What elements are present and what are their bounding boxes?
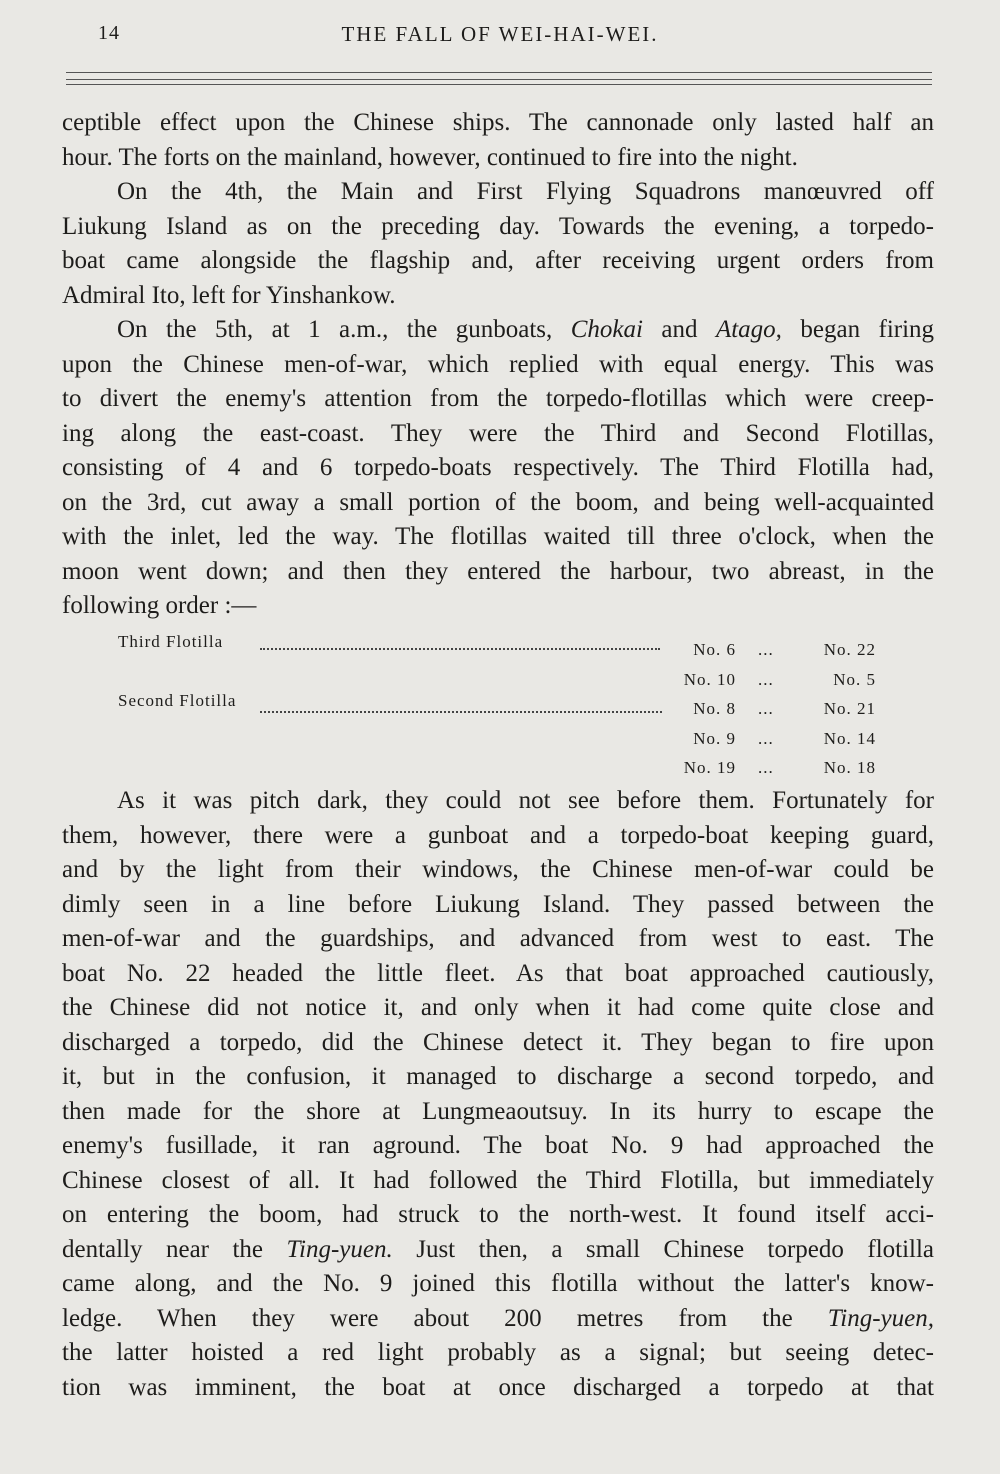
text-block-top (62, 106, 934, 624)
boat-number: No. 9 (693, 728, 736, 748)
running-title: THE FALL OF WEI-HAI-WEI. (341, 22, 659, 46)
dot-leader (260, 707, 662, 713)
header-rule (66, 79, 932, 80)
text-line (62, 1233, 934, 1268)
text-line: to divert the enemy's attention from the torpedo-flotillas which were creep- (62, 385, 934, 412)
boat-number: No. 6 (693, 640, 736, 659)
boat-number: No. 21 (823, 699, 876, 718)
boat-number: No. 10 (683, 669, 736, 689)
dot-leader (260, 644, 660, 650)
text-line: men-of-war and the guardships, and advanced from west to east. The (62, 925, 934, 952)
text-line: hour. The forts on the mainland, however, continued to fire into the night. (62, 143, 798, 171)
text-line: discharged a torpedo, did the Chinese detect it. They began to fire upon (62, 1028, 934, 1056)
table-row (118, 748, 878, 778)
text-line: ing along the east-coast. They were the Third and Second Flotillas, (62, 419, 934, 447)
text-line: with the inlet, led the way. The flotillas waited till three o'clock, when the (62, 523, 934, 550)
text-line: Liukung Island as on the preceding day. Towards the evening, a torpedo- (62, 212, 934, 240)
text-line: enemy's fusillade, it ran aground. The boat No. 9 had approached the (62, 1132, 934, 1159)
text-line: upon the Chinese men-of-war, which replied with equal energy. This was (62, 350, 934, 378)
text-span: Just then, a small Chinese torpedo flotilla (416, 1235, 935, 1263)
text-span: ledge. When they were about 200 metres from the (62, 1304, 793, 1332)
text-line: then made for the shore at Lungmeaoutsuy. In its hurry to escape the (62, 1097, 934, 1125)
text-line (62, 313, 934, 348)
text-line: on entering the boom, had struck to the north-west. It found itself acci- (62, 1201, 934, 1228)
text-span: On the 5th, at 1 a.m., the gunboats, (117, 316, 553, 343)
flotilla-label: Second Flotilla (118, 691, 237, 710)
text-line: On the 4th, the Main and First Flying Squadrons manœuvred off (117, 178, 934, 205)
text-line: consisting of 4 and 6 torpedo-boats respectively. The Third Flotilla had, (62, 454, 934, 481)
text-block-bottom (62, 784, 934, 1405)
text-line: moon went down; and then they entered the harbour, two abreast, in the (62, 557, 934, 585)
text-span: and (661, 316, 698, 343)
boat-number: No. 19 (683, 758, 736, 777)
text-line: the Chinese did not notice it, and only when it had come quite close and (62, 994, 934, 1021)
boat-number: No. 5 (833, 669, 876, 689)
page-number: 14 (98, 22, 120, 44)
text-line: boat came alongside the flagship and, after receiving urgent orders from (62, 247, 934, 274)
ship-name: Ting-yuen. (286, 1235, 393, 1263)
header-rule (66, 84, 932, 85)
ship-name: Chokai (570, 316, 643, 343)
separator: ... (758, 758, 774, 777)
running-header (60, 18, 940, 58)
text-line: Chinese closest of all. It had followed the Third Flotilla, but immediately (62, 1166, 934, 1194)
text-line: and by the light from their windows, the Chinese men-of-war could be (62, 856, 934, 883)
text-line: the latter hoisted a red light probably as a signal; but seeing detec- (62, 1339, 934, 1366)
text-line: on the 3rd, cut away a small portion of the boom, and being well-acquainted (62, 488, 934, 516)
text-line (62, 1302, 934, 1337)
flotilla-order-table (118, 630, 878, 778)
text-line: it, but in the confusion, it managed to discharge a second torpedo, and (62, 1063, 934, 1090)
text-line: tion was imminent, the boat at once discharged a torpedo at that (62, 1373, 934, 1401)
ship-name: Ting-yuen, (827, 1304, 935, 1332)
text-line: came along, and the No. 9 joined this flotilla without the latter's know- (62, 1270, 934, 1297)
boat-number: No. 14 (823, 728, 876, 748)
flotilla-label: Third Flotilla (118, 632, 224, 651)
text-span: dentally near the (62, 1235, 264, 1263)
ship-name: Atago, (715, 316, 782, 343)
header-rule (66, 72, 932, 73)
text-line: Admiral Ito, left for Yinshankow. (62, 281, 396, 309)
table-row (118, 689, 878, 719)
separator: ... (758, 640, 774, 659)
boat-number: No. 18 (823, 758, 876, 777)
separator: ... (758, 699, 774, 718)
text-span: began firing (800, 316, 935, 343)
table-row (118, 630, 878, 660)
text-line: boat No. 22 headed the little fleet. As that boat approached cautiously, (62, 959, 934, 987)
separator: ... (758, 728, 774, 748)
text-line: following order :— (62, 592, 257, 619)
separator: ... (758, 669, 774, 689)
text-line: them, however, there were a gunboat and a torpedo-boat keeping guard, (62, 821, 934, 849)
text-line: ceptible effect upon the Chinese ships. The cannonade only lasted half an (62, 109, 934, 136)
text-line: As it was pitch dark, they could not see before them. Fortunately for (117, 787, 934, 814)
boat-number: No. 22 (823, 640, 876, 659)
text-line: dimly seen in a line before Liukung Island. They passed between the (62, 890, 934, 918)
boat-number: No. 8 (693, 699, 736, 718)
table-row (118, 719, 878, 749)
table-row (118, 660, 878, 690)
